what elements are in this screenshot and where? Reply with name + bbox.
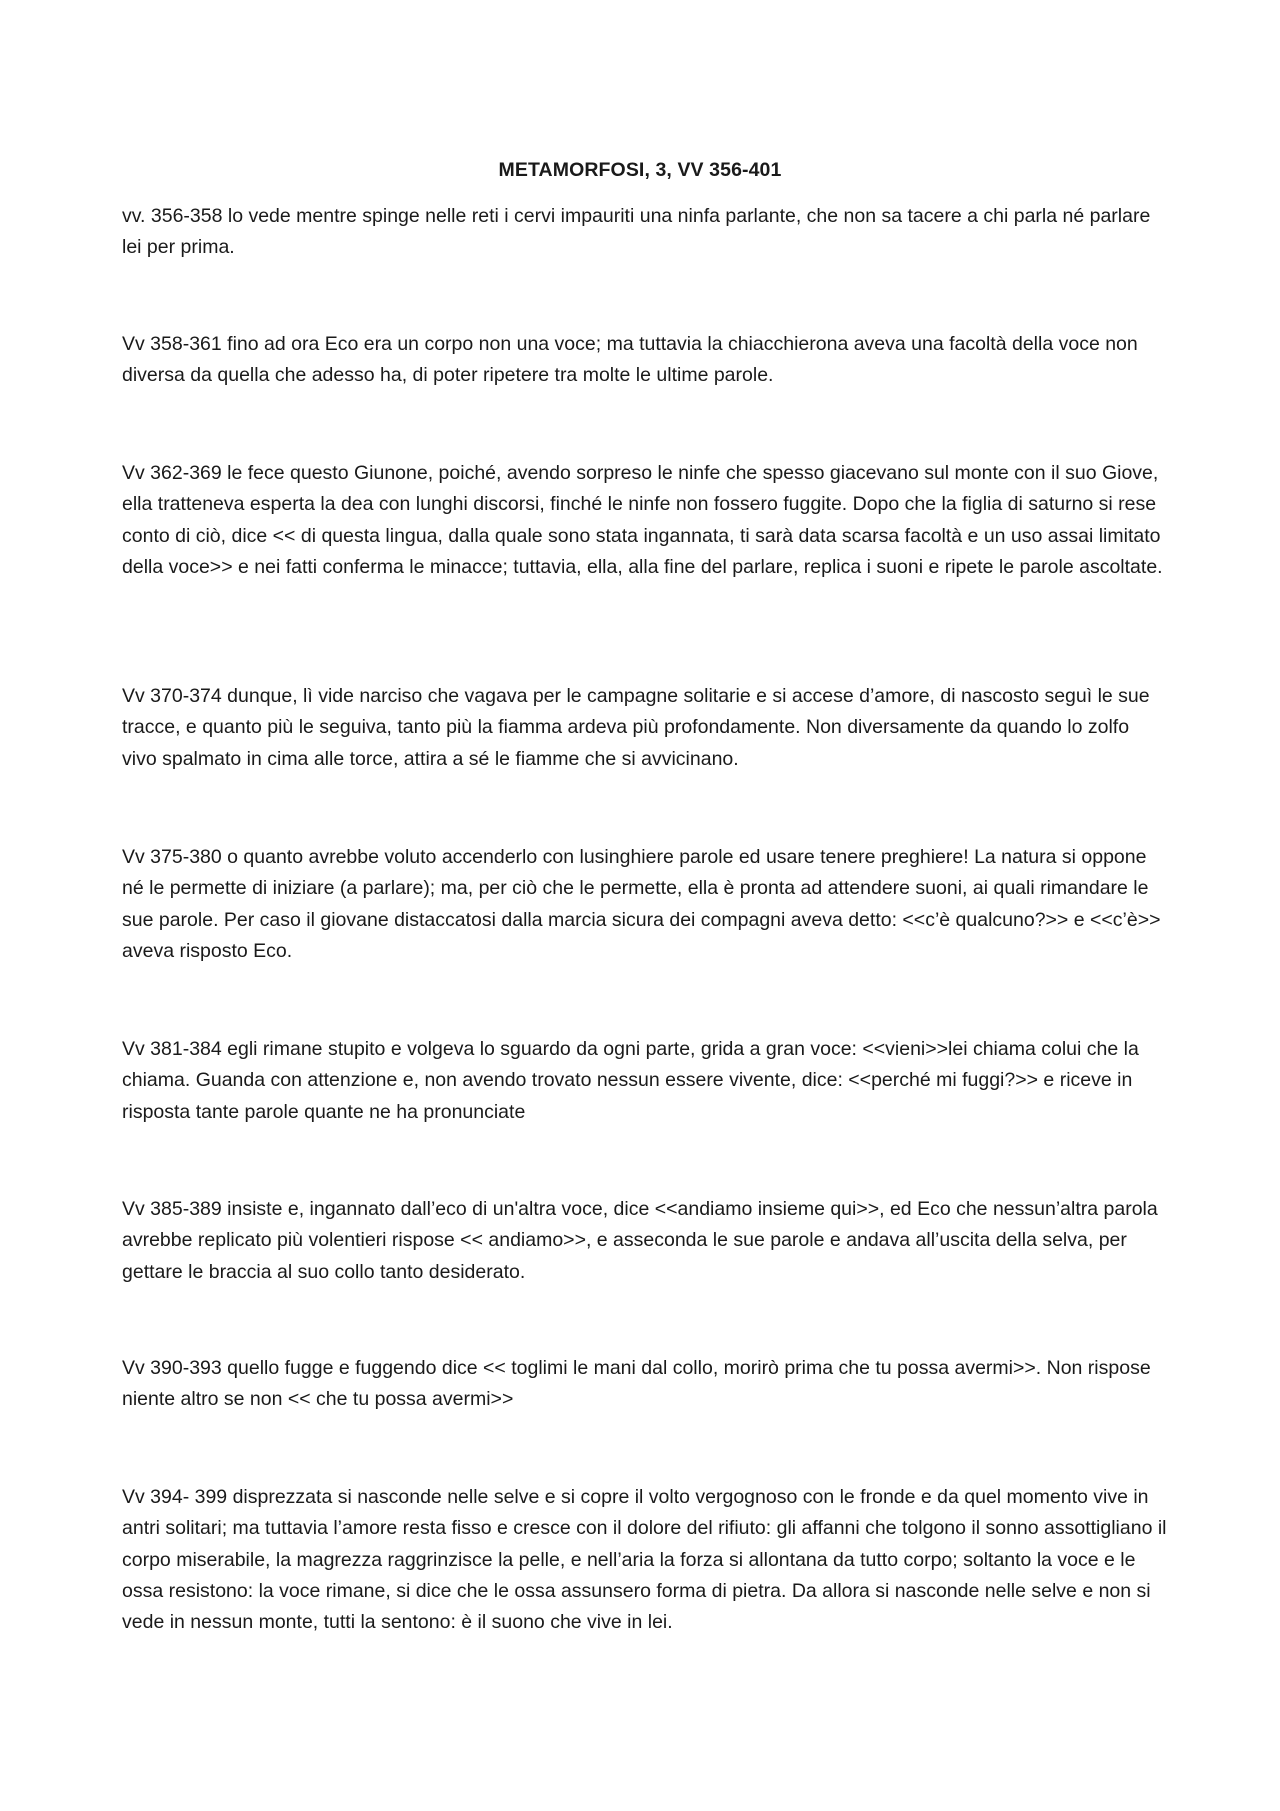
paragraph-vv-362-369: Vv 362-369 le fece questo Giunone, poiché, avendo sorpreso le ninfe che spesso giacevano sul monte con il suo Giove, ella tratteneva esperta la dea con lunghi discorsi, finché le ninfe non fossero fuggite. Dopo che la figlia di saturno si rese conto di ciò, dice << di questa lingua, dalla quale sono stata ingannata, ti sarà data scarsa facoltà e un uso assai limitato della voce>> e nei fatti conferma le minacce; tuttavia, ella, alla fine del parlare, replica i suoni e ripete le parole ascoltate.: [122, 462, 1163, 578]
document-title: METAMORFOSI, 3, VV 356-401: [498, 159, 782, 181]
paragraph-vv-394-399: Vv 394- 399 disprezzata si nasconde nelle selve e si copre il volto vergognoso con le fronde e da quel momento vive in antri solitari; ma tuttavia l’amore resta fisso e cresce con il dolore del rifiuto: gli affanni che tolgono il sonno assottigliano il corpo miserabile, la magrezza raggrinzisce la pelle, e nell’aria la forza si allontana da tutto corpo; soltanto la voce e le ossa resistono: la voce rimane, si dice che le ossa assunsero forma di pietra. Da allora si nasconde nelle selve e non si vede in nessun monte, tutti la sentono: è il suono che vive in lei.: [122, 1486, 1167, 1634]
paragraph-vv-385-389: Vv 385-389 insiste e, ingannato dall’eco di un'altra voce, dice <<andiamo insieme qui>>, ed Eco che nessun’altra parola avrebbe replicato più volentieri rispose << andiamo>>, e asseconda le sue parole e andava all’uscita della selva, per gettare le braccia al suo collo tanto desiderato.: [122, 1198, 1158, 1283]
paragraph-vv-358-361: Vv 358-361 fino ad ora Eco era un corpo non una voce; ma tuttavia la chiacchierona aveva una facoltà della voce non diversa da quella che adesso ha, di poter ripetere tra molte le ultime parole.: [122, 333, 1138, 387]
paragraph-vv-375-380: Vv 375-380 o quanto avrebbe voluto accenderlo con lusinghiere parole ed usare tenere preghiere! La natura si oppone né le permette di iniziare (a parlare); ma, per ciò che le permette, ella è pronta ad attendere suoni, ai quali rimandare le sue parole. Per caso il giovane distaccatosi dalla marcia sicura dei compagni aveva detto: <<c’è qualcuno?>> e <<c’è>> aveva risposto Eco.: [122, 846, 1161, 962]
paragraph-vv-370-374: Vv 370-374 dunque, lì vide narciso che vagava per le campagne solitarie e si accese d’amore, di nascosto seguì le sue tracce, e quanto più le seguiva, tanto più la fiamma ardeva più profondamente. Non diversamente da quando lo zolfo vivo spalmato in cima alle torce, attira a sé le fiamme che si avvicinano.: [122, 685, 1150, 770]
paragraph-vv-381-384: Vv 381-384 egli rimane stupito e volgeva lo sguardo da ogni parte, grida a gran voce: <<vieni>>lei chiama colui che la chiama. Guanda con attenzione e, non avendo trovato nessun essere vivente, dice: <<perché mi fuggi?>> e riceve in risposta tante parole quante ne ha pronunciate: [122, 1038, 1139, 1123]
paragraph-vv-390-393: Vv 390-393 quello fugge e fuggendo dice << toglimi le mani dal collo, morirò prima che tu possa avermi>>. Non rispose niente altro se non << che tu possa avermi>>: [122, 1357, 1151, 1411]
paragraph-vv-356-358: vv. 356-358 lo vede mentre spinge nelle reti i cervi impauriti una ninfa parlante, che non sa tacere a chi parla né parlare lei per prima.: [122, 205, 1151, 259]
